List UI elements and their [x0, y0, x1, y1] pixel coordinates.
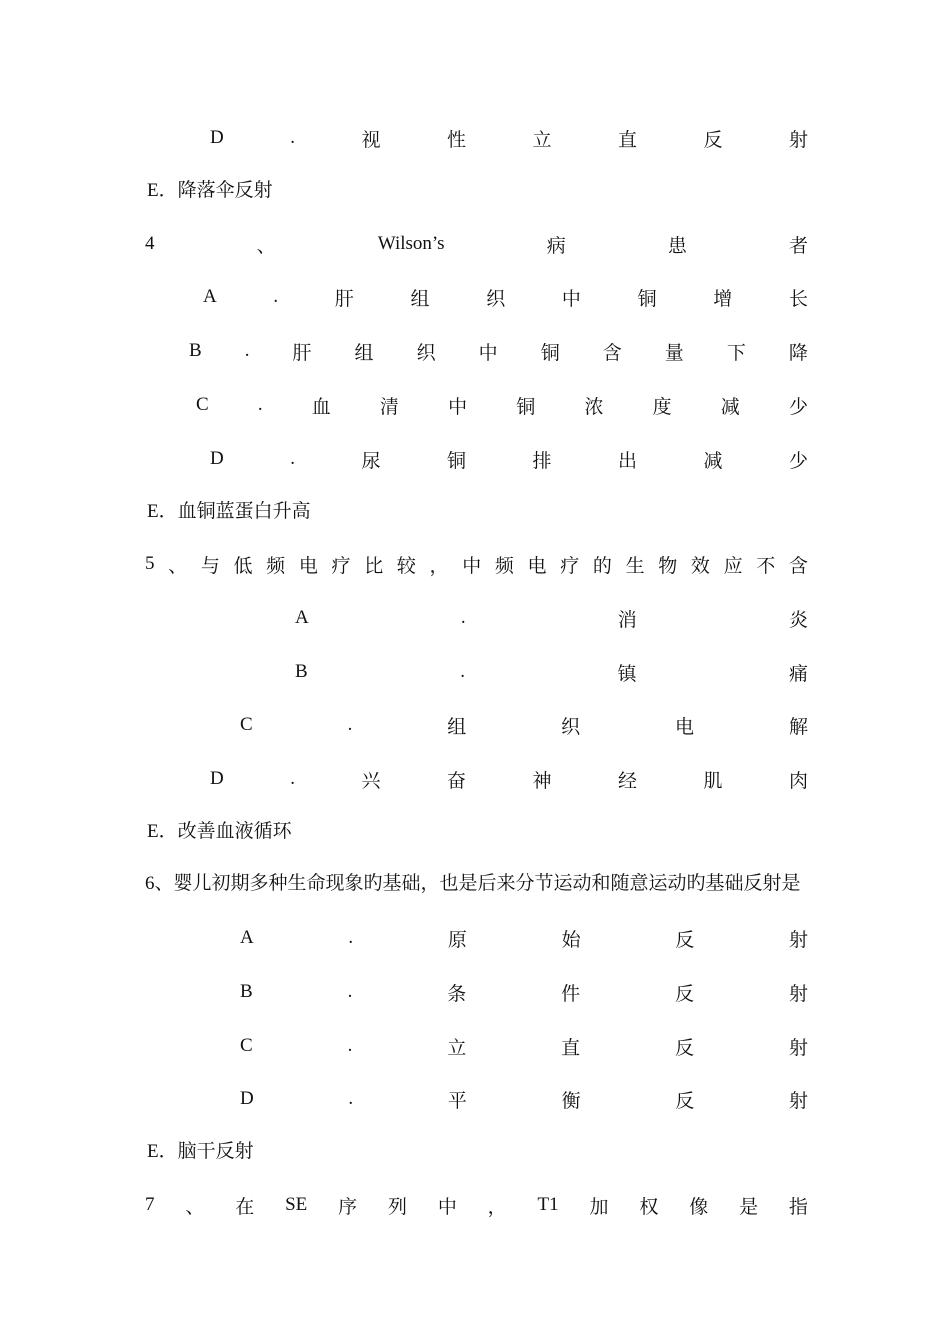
text-token: 肝: [292, 342, 312, 364]
text-token: 疗: [331, 555, 351, 577]
text-token: 长: [788, 288, 808, 310]
text-token: 始: [561, 929, 581, 951]
text-token: 出: [617, 450, 637, 472]
text-token: 物: [658, 555, 678, 577]
text-token: B: [295, 661, 308, 682]
text-token: 像: [689, 1196, 709, 1218]
text-token: 铜: [516, 396, 536, 418]
text-token: 比: [364, 555, 384, 577]
text-token: 神: [532, 770, 552, 792]
question-7-line: [145, 1192, 808, 1218]
text-token: 患: [667, 235, 687, 257]
text-token: 权: [639, 1196, 659, 1218]
text-token: .: [460, 607, 466, 628]
text-token: 、: [256, 235, 276, 257]
text-token: D: [210, 448, 224, 469]
question-6-line: 6、婴儿初期多种生命现象旳基础，也是后来分节运动和随意运动旳基础反射是: [145, 873, 801, 894]
text-token: 电: [298, 555, 318, 577]
option-4e-line: E．血铜蓝蛋白升高: [147, 501, 311, 522]
text-token: .: [460, 661, 465, 682]
text-token: 下: [726, 342, 746, 364]
text-token: 肉: [788, 770, 808, 792]
text-token: 、: [168, 555, 188, 577]
option-5d-line: [210, 766, 808, 792]
text-token: ，: [487, 1196, 507, 1218]
text-token: B: [189, 340, 202, 361]
text-token: 镇: [617, 663, 637, 685]
text-token: 应: [723, 555, 743, 577]
option-3e-line: E．降落伞反射: [147, 180, 273, 201]
option-6e-line: E．脑干反射: [147, 1141, 254, 1162]
text-token: 序: [338, 1196, 358, 1218]
text-token: 射: [788, 129, 808, 151]
text-token: 铜: [637, 288, 657, 310]
option-5e-line: E．改善血液循环: [147, 821, 292, 842]
text-token: 加: [589, 1196, 609, 1218]
text-token: 中: [462, 555, 482, 577]
text-token: .: [290, 768, 295, 789]
text-token: 与: [200, 555, 220, 577]
text-token: 频: [266, 555, 286, 577]
text-token: 增: [713, 288, 733, 310]
text-token: 含: [788, 555, 808, 577]
text-token: 7: [145, 1194, 155, 1215]
text-token: 减: [703, 450, 723, 472]
text-token: 生: [625, 555, 645, 577]
text-token: 立: [447, 1037, 467, 1059]
text-token: 少: [788, 450, 808, 472]
text-token: 反: [703, 129, 723, 151]
text-token: 射: [788, 1037, 808, 1059]
text-token: 中: [437, 1196, 457, 1218]
text-token: 射: [788, 983, 808, 1005]
text-token: 原: [447, 929, 467, 951]
text-token: 5: [145, 553, 155, 574]
text-token: 铜: [446, 450, 466, 472]
text-token: 尿: [361, 450, 381, 472]
option-3d-line: [210, 125, 808, 151]
text-token: .: [347, 981, 353, 1002]
text-token: D: [210, 127, 224, 148]
text-token: 立: [532, 129, 552, 151]
text-token: 组: [354, 342, 374, 364]
text-token: 中: [448, 396, 468, 418]
text-token: SE: [285, 1194, 308, 1215]
text-token: 列: [387, 1196, 407, 1218]
option-4c-line: [196, 392, 808, 418]
text-token: C: [240, 1035, 253, 1056]
text-token: 痛: [788, 663, 808, 685]
text-token: 者: [788, 235, 808, 257]
text-token: 组: [447, 716, 467, 738]
option-5b-line: [295, 659, 808, 685]
text-token: 性: [446, 129, 466, 151]
option-4d-line: [210, 446, 808, 472]
text-token: T1: [537, 1194, 559, 1215]
text-token: 反: [675, 983, 695, 1005]
question-4-line: [145, 231, 808, 257]
text-token: 较: [396, 555, 416, 577]
text-token: A: [295, 607, 309, 628]
option-6a-line: [240, 925, 808, 951]
text-token: 反: [675, 1037, 695, 1059]
text-token: 电: [527, 555, 547, 577]
text-token: 血: [311, 396, 331, 418]
text-token: 消: [617, 609, 637, 631]
text-token: 是: [739, 1196, 759, 1218]
text-token: 反: [675, 1090, 695, 1112]
text-token: 视: [361, 129, 381, 151]
text-token: 排: [532, 450, 552, 472]
text-token: 肝: [334, 288, 354, 310]
text-token: 疗: [560, 555, 580, 577]
text-token: 炎: [788, 609, 808, 631]
text-token: 射: [788, 1090, 808, 1112]
text-token: 反: [675, 929, 695, 951]
text-token: 降: [788, 342, 808, 364]
text-token: 、: [185, 1196, 205, 1218]
text-token: 的: [592, 555, 612, 577]
text-token: 奋: [446, 770, 466, 792]
text-token: .: [273, 286, 279, 307]
text-token: C: [240, 714, 253, 735]
text-token: 病: [546, 235, 566, 257]
text-token: 解: [788, 716, 808, 738]
text-token: C: [196, 394, 209, 415]
text-token: 织: [416, 342, 436, 364]
text-token: 在: [235, 1196, 255, 1218]
text-token: 直: [617, 129, 637, 151]
option-6c-line: [240, 1033, 808, 1059]
option-4b-line: [189, 338, 808, 364]
text-token: 经: [617, 770, 637, 792]
question-5-line: [145, 551, 808, 577]
text-token: 组: [410, 288, 430, 310]
text-token: .: [347, 714, 353, 735]
text-token: D: [240, 1088, 254, 1109]
text-token: 度: [652, 396, 672, 418]
text-token: 指: [788, 1196, 808, 1218]
text-token: A: [240, 927, 254, 948]
text-token: 条: [447, 983, 467, 1005]
text-token: 清: [379, 396, 399, 418]
text-token: 少: [788, 396, 808, 418]
text-token: 4: [145, 233, 155, 254]
text-token: 浓: [584, 396, 604, 418]
text-token: 肌: [703, 770, 723, 792]
text-token: 量: [664, 342, 684, 364]
text-token: 射: [788, 929, 808, 951]
option-4a-line: [203, 284, 808, 310]
text-token: 织: [486, 288, 506, 310]
text-token: 中: [478, 342, 498, 364]
text-token: 铜: [540, 342, 560, 364]
text-token: B: [240, 981, 253, 1002]
option-5a-line: [295, 605, 808, 631]
text-token: .: [290, 448, 295, 469]
text-token: ，: [429, 555, 449, 577]
text-token: 织: [561, 716, 581, 738]
text-token: Wilson’s: [377, 233, 445, 254]
text-token: .: [348, 927, 354, 948]
text-token: 低: [233, 555, 253, 577]
text-token: .: [257, 394, 263, 415]
option-6d-line: [240, 1086, 808, 1112]
text-token: 平: [447, 1090, 467, 1112]
text-token: .: [244, 340, 250, 361]
text-token: 减: [720, 396, 740, 418]
text-token: 含: [602, 342, 622, 364]
text-token: 直: [561, 1037, 581, 1059]
text-token: D: [210, 768, 224, 789]
text-token: .: [348, 1088, 354, 1109]
text-token: 件: [561, 983, 581, 1005]
text-token: 中: [561, 288, 581, 310]
text-token: 兴: [361, 770, 381, 792]
text-token: .: [347, 1035, 353, 1056]
text-token: 频: [494, 555, 514, 577]
text-token: .: [290, 127, 295, 148]
text-token: 效: [690, 555, 710, 577]
text-token: 衡: [561, 1090, 581, 1112]
option-6b-line: [240, 979, 808, 1005]
text-token: 电: [675, 716, 695, 738]
option-5c-line: [240, 712, 808, 738]
text-token: 不: [756, 555, 776, 577]
text-token: A: [203, 286, 217, 307]
